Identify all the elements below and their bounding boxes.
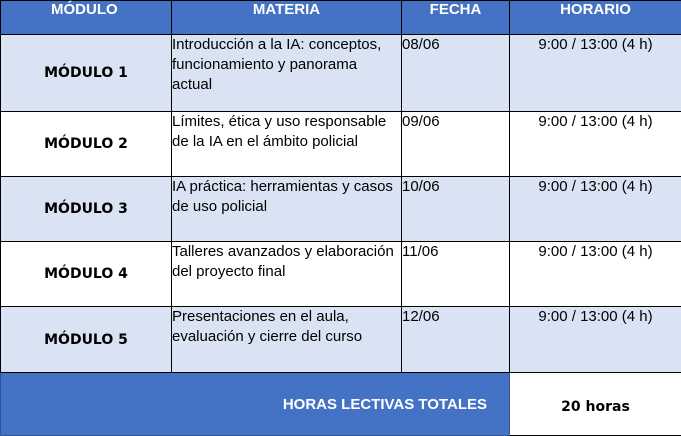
- table-row: [1, 177, 681, 242]
- module-cell: MÓDULO 1: [1, 35, 172, 112]
- module-cell: MÓDULO 4: [1, 242, 172, 307]
- subject-cell: Talleres avanzados y elaboración del proyecto final: [172, 242, 402, 307]
- subject-cell: Límites, ética y uso responsable de la IA en el ámbito policial: [172, 112, 402, 177]
- table-row: [1, 242, 681, 307]
- date-cell: 09/06: [402, 112, 510, 177]
- header-schedule: HORARIO: [510, 1, 681, 35]
- header-module: MÓDULO: [1, 1, 172, 35]
- header-subject: MATERIA: [172, 1, 402, 35]
- header-date: FECHA: [402, 1, 510, 35]
- subject-cell: Introducción a la IA: conceptos, funcionamiento y panorama actual: [172, 35, 402, 112]
- subject-cell: Presentaciones en el aula, evaluación y cierre del curso: [172, 307, 402, 373]
- total-row: [1, 373, 681, 436]
- date-cell: 08/06: [402, 35, 510, 112]
- date-cell: 11/06: [402, 242, 510, 307]
- date-cell: 12/06: [402, 307, 510, 373]
- schedule-cell: 9:00 / 13:00 (4 h): [510, 242, 681, 307]
- total-hours-value: 20 horas: [510, 373, 681, 436]
- date-cell: 10/06: [402, 177, 510, 242]
- schedule-cell: 9:00 / 13:00 (4 h): [510, 112, 681, 177]
- schedule-cell: 9:00 / 13:00 (4 h): [510, 307, 681, 373]
- schedule-cell: 9:00 / 13:00 (4 h): [510, 35, 681, 112]
- module-cell: MÓDULO 5: [1, 307, 172, 373]
- table-row: [1, 35, 681, 112]
- subject-cell: IA práctica: herramientas y casos de uso policial: [172, 177, 402, 242]
- table-row: [1, 112, 681, 177]
- schedule-cell: 9:00 / 13:00 (4 h): [510, 177, 681, 242]
- total-hours-label: HORAS LECTIVAS TOTALES: [1, 373, 510, 436]
- header-row: [1, 1, 681, 35]
- module-cell: MÓDULO 2: [1, 112, 172, 177]
- table-row: [1, 307, 681, 373]
- module-cell: MÓDULO 3: [1, 177, 172, 242]
